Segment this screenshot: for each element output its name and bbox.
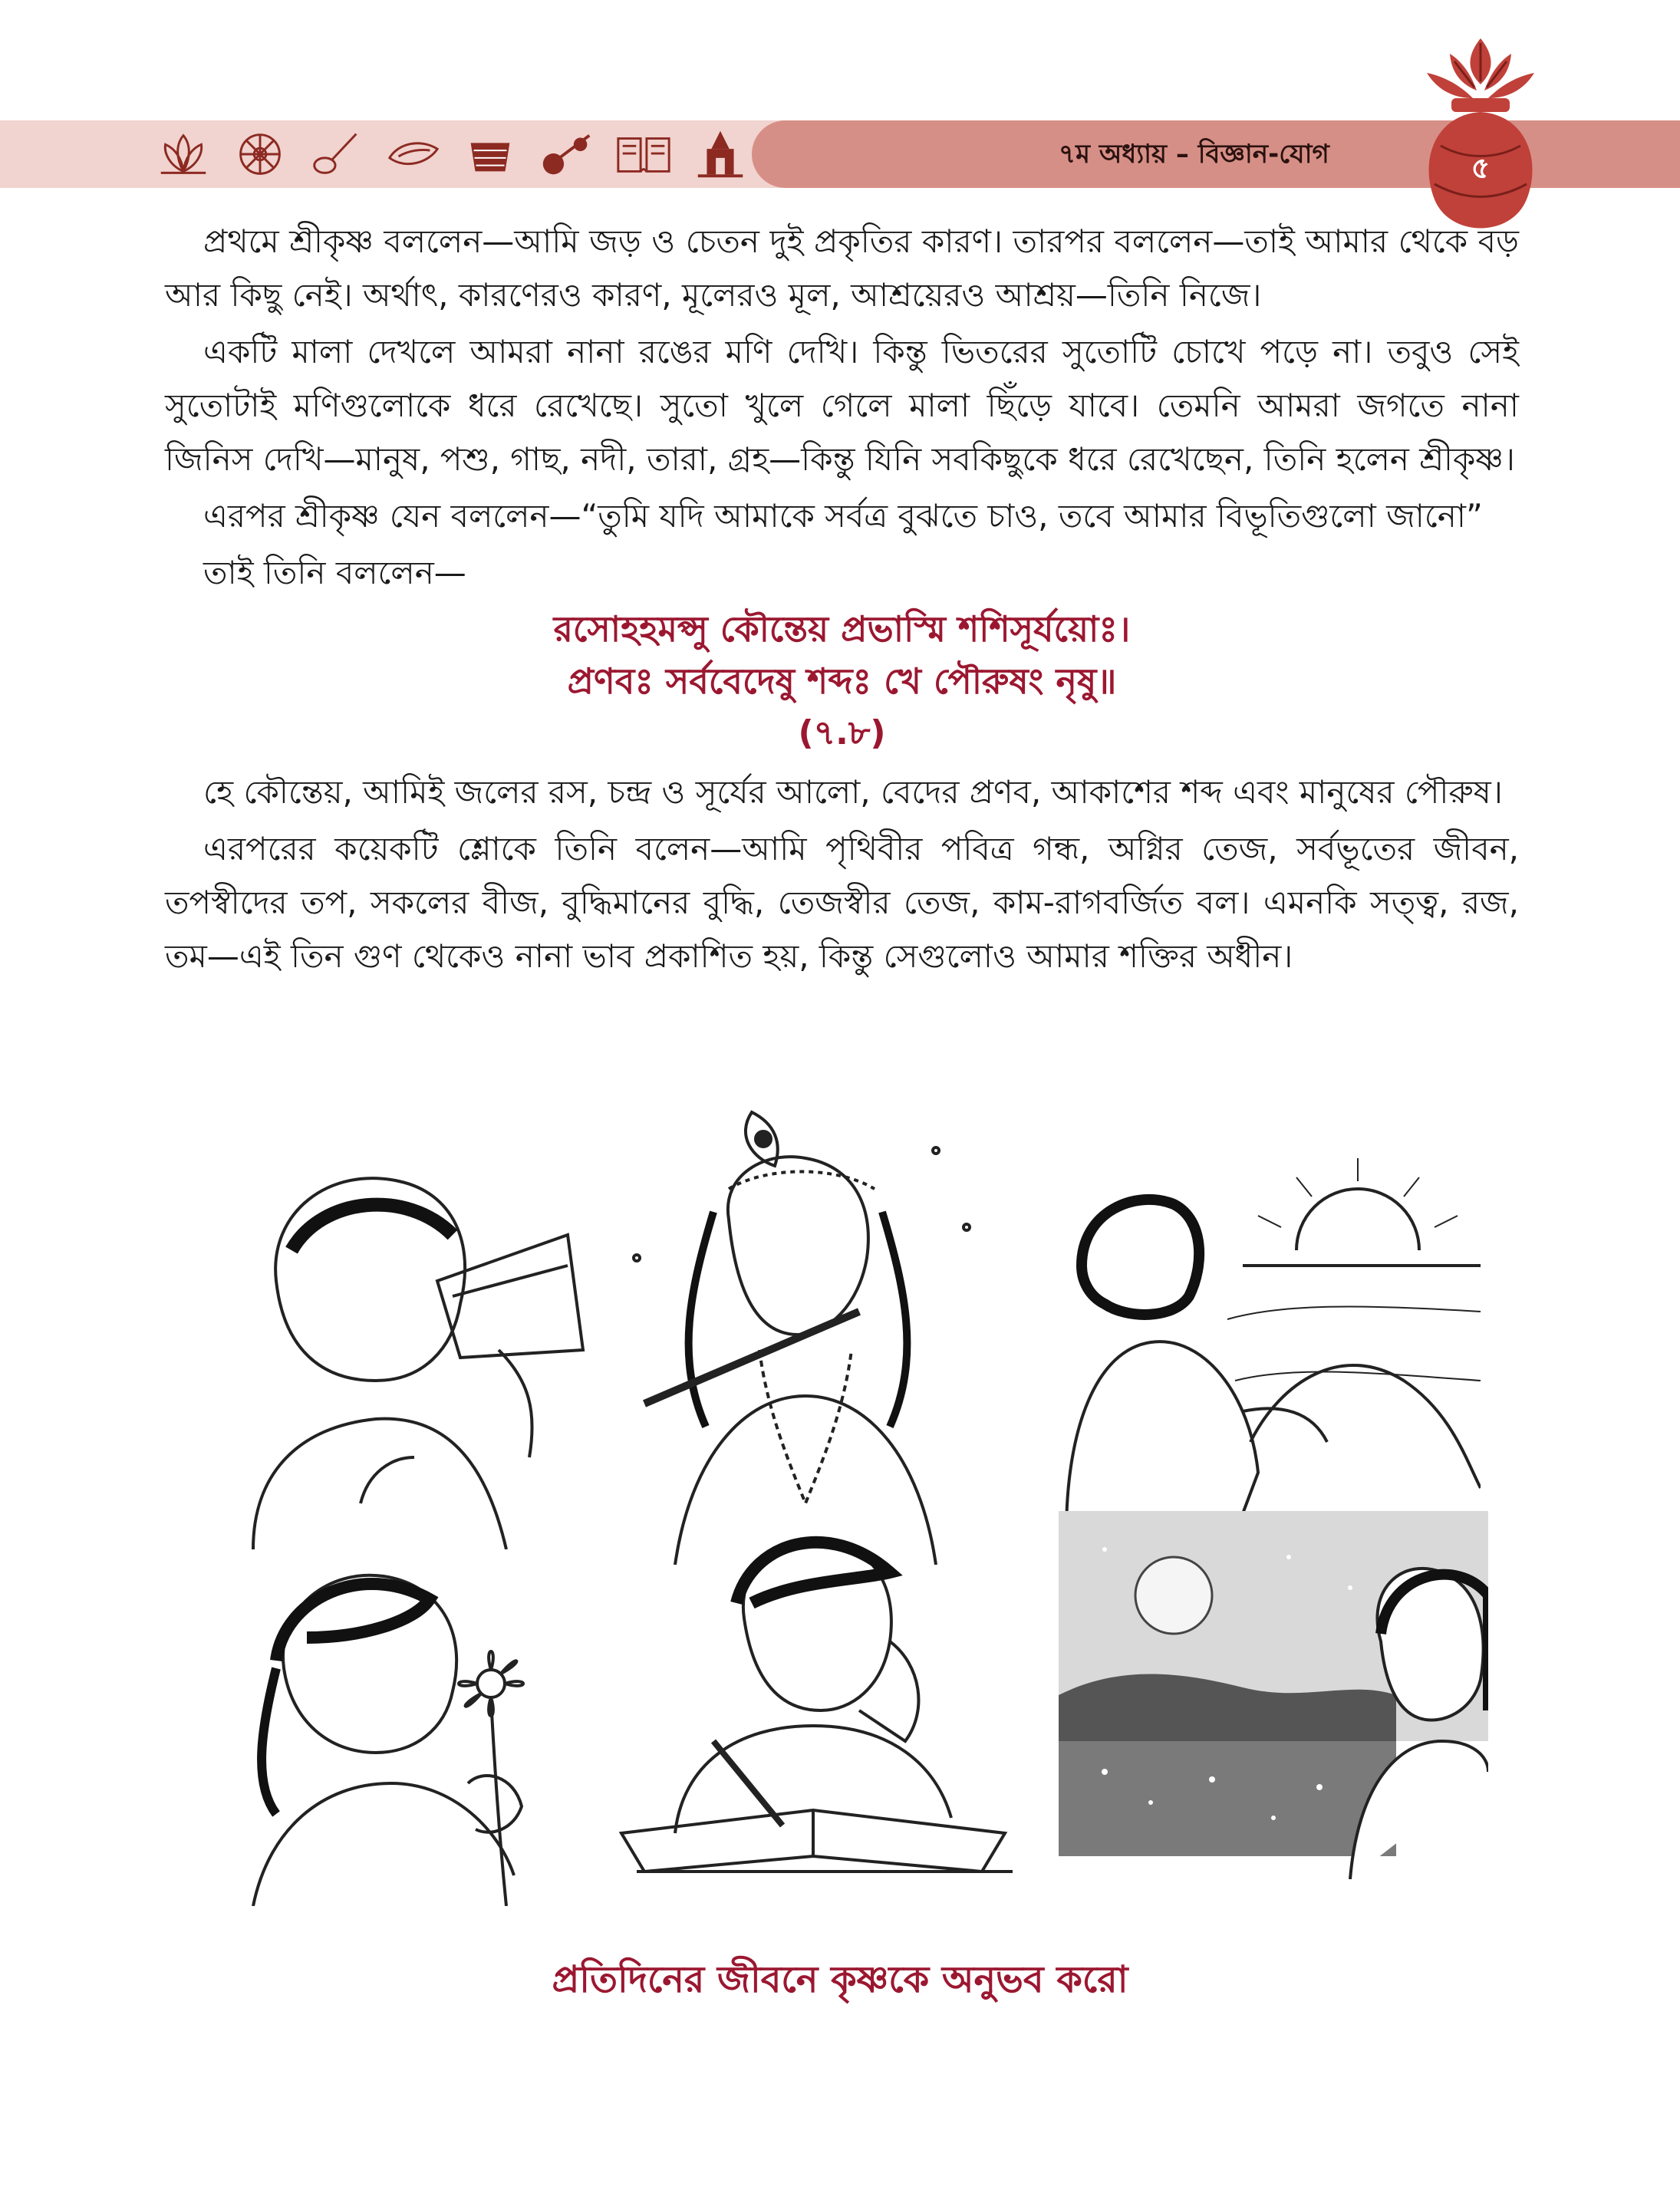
- dharma-wheel-icon: [230, 127, 290, 181]
- ladle-icon: [307, 127, 367, 181]
- illustration-boy-writing-book: [598, 1511, 1028, 1879]
- verse-line-1: রসোহহমপ্সু কৌন্তেয় প্রভাস্মি শশিসূর্যয়োঃ।: [553, 608, 1131, 650]
- verse-number: (৭.৮): [798, 713, 886, 752]
- paragraph-2: একটি মালা দেখলে আমরা নানা রঙের মণি দেখি। কিন্তু ভিতরের সুতোটি চোখে পড়ে না। তবুও সেই সুতোটাই মণিগুলোকে ধরে রেখেছে। সুতো খুলে গেলে মালা ছিঁড়ে যাবে। তেমনি আমরা জগতে নানা জিনিস দেখি—মানুষ, পশু, গাছ, নদী, তারা, গ্রহ—কিন্তু যিনি সবকিছুকে ধরে রেখেছেন, তিনি হলেন শ্রীকৃষ্ণ।: [165, 333, 1519, 478]
- page-number: ৫: [1471, 151, 1491, 185]
- illustration-caption: প্রতিদিনের জীবনে কৃষ্ণকে অনুভব করো: [552, 1958, 1128, 2001]
- verse-line-2: প্রণবঃ সর্ববেদেষু শব্দঃ খে পৌরুষং নৃষু॥: [567, 660, 1117, 702]
- paragraph-5: হে কৌন্তেয়, আমিই জলের রস, চন্দ্র ও সূর্যের আলো, বেদের প্রণব, আকাশের শব্দ এবং মানুষের পৌরুষ।: [203, 773, 1503, 811]
- illustration-boy-drinking-water: [207, 1151, 614, 1549]
- chapter-title: ৭ম অধ্যায় – বিজ্ঞান-যোগ: [1059, 139, 1329, 170]
- veena-icon: [537, 127, 597, 181]
- paragraph-4: তাই তিনি বললেন—: [203, 554, 466, 591]
- paragraph-1: প্রথমে শ্রীকৃষ্ণ বললেন—আমি জড় ও চেতন দুই প্রকৃতির কারণ। তারপর বললেন—তাই আমার থেকে বড় আর কিছু নেই। অর্থাৎ, কারণেরও কারণ, মূলেরও মূল, আশ্রয়েরও আশ্রয়—তিনি নিজে।: [165, 222, 1519, 314]
- paragraph-3: এরপর শ্রীকৃষ্ণ যেন বললেন—“তুমি যদি আমাকে সর্বত্র বুঝতে চাও, তবে আমার বিভূতিগুলো জানো”: [203, 497, 1483, 535]
- illustration-girl-smelling-flower: [222, 1553, 591, 1906]
- temple-icon: [690, 127, 750, 181]
- conch-icon: [384, 127, 443, 181]
- illustration-girl-watching-moon: [1059, 1511, 1488, 1879]
- lotus-icon: [153, 127, 213, 181]
- pot-icon: [460, 127, 520, 181]
- paragraph-6: এরপরের কয়েকটি শ্লোকে তিনি বলেন—আমি পৃথিবীর পবিত্র গন্ধ, অগ্নির তেজ, সর্বভূতের জীবন, তপস্বীদের তপ, সকলের বীজ, বুদ্ধিমানের বুদ্ধি, তেজস্বীর তেজ, কাম-রাগবর্জিত বল। এমনকি সত্ত্ব, রজ, তম—এই তিন গুণ থেকেও নানা ভাব প্রকাশিত হয়, কিন্তু সেগুলোও আমার শক্তির অধীন।: [165, 830, 1519, 975]
- main-text: [165, 215, 1519, 986]
- decorative-icon-row: [153, 126, 750, 183]
- book-icon: [614, 127, 674, 181]
- illustration-krishna-playing-flute: [598, 1105, 1013, 1565]
- illustration-boy-watching-sunrise: [1051, 1151, 1481, 1534]
